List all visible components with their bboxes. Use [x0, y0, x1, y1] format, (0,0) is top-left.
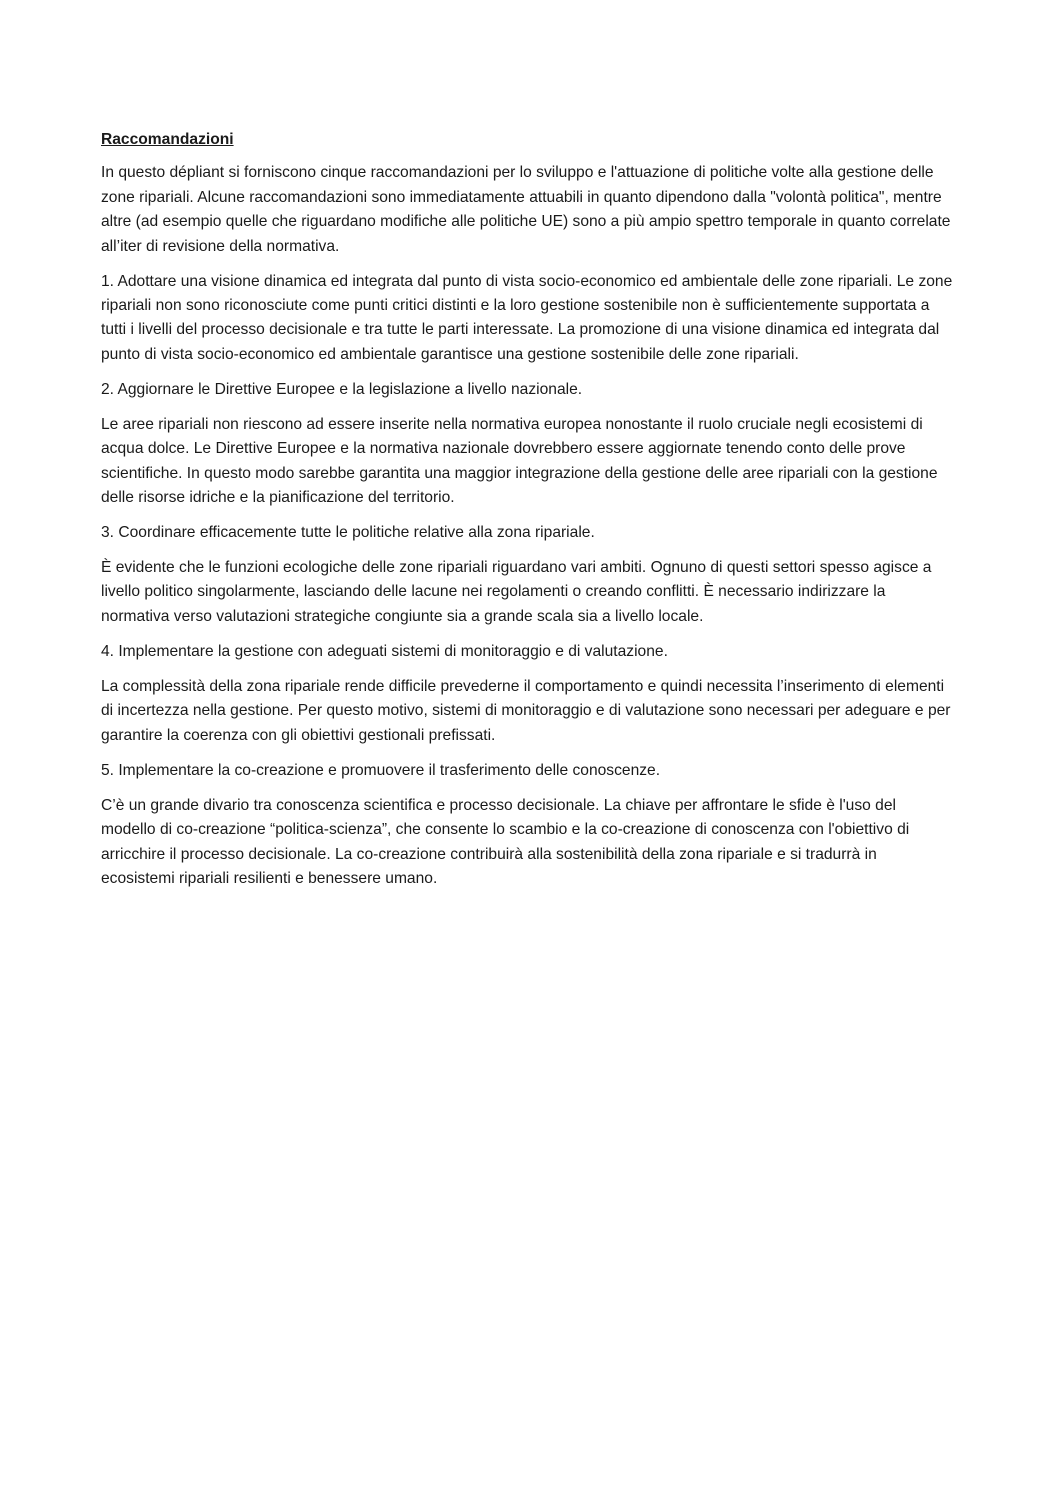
recommendation-1: 1. Adottare una visione dinamica ed integrata dal punto di vista socio-economico ed ambientale delle zone ripariali. Le zone ripariali non sono riconosciute come punti critici distinti e la loro gestione sostenibile non è sufficientemente supportata a tutti i livelli del processo decisionale e tra tutte le parti interessate. La promozione di una visione dinamica ed integrata dal punto di vista socio-economico ed ambientale garantisce una gestione sostenibile delle zone ripariali. [101, 272, 953, 363]
recommendation-3-body: È evidente che le funzioni ecologiche delle zone ripariali riguardano vari ambiti. Ognuno di questi settori spesso agisce a livello politico singolarmente, lasciando delle lacune nei regolamenti o creando conflitti. È necessario indirizzare la normativa verso valutazioni strategiche congiunte sia a grande scala sia a livello locale. [101, 559, 932, 625]
document-body [101, 128, 953, 902]
recommendation-4-body: La complessità della zona ripariale rende difficile prevederne il comportamento e quindi necessita l’inserimento di elementi di incertezza nella gestione. Per questo motivo, sistemi di monitoraggio e di valutazione sono necessari per adeguare e per garantire la coerenza con gli obiettivi gestionali prefissati. [101, 677, 951, 744]
document-title: Raccomandazioni [101, 131, 234, 148]
recommendation-3-heading: 3. Coordinare efficacemente tutte le politiche relative alla zona ripariale. [101, 524, 595, 542]
recommendation-2-body: Le aree ripariali non riescono ad essere inserite nella normativa europea nonostante il ruolo cruciale negli ecosistemi di acqua dolce. Le Direttive Europee e la normativa nazionale dovrebbero essere aggiornate tenendo conto delle prove scientifiche. In questo modo sarebbe garantita una maggior integrazione della gestione delle aree ripariali con la gestione delle risorse idriche e la pianificazione del territorio. [101, 415, 938, 507]
recommendation-4-heading: 4. Implementare la gestione con adeguati sistemi di monitoraggio e di valutazione. [101, 642, 668, 660]
recommendation-2-heading: 2. Aggiornare le Direttive Europee e la legislazione a livello nazionale. [101, 380, 583, 398]
recommendation-5-heading: 5. Implementare la co-creazione e promuovere il trasferimento delle conoscenze. [101, 761, 661, 779]
intro-paragraph: In questo dépliant si forniscono cinque raccomandazioni per lo sviluppo e l'attuazione di politiche volte alla gestione delle zone ripariali. Alcune raccomandazioni sono immediatamente attuabili in quanto dipendono dalla "volontà politica", mentre altre (ad esempio quelle che riguardano modifiche alle politiche UE) sono a più ampio spettro temporale in quanto correlate all’iter di revisione della normativa. [101, 164, 951, 255]
recommendation-5-body: C’è un grande divario tra conoscenza scientifica e processo decisionale. La chiave per affrontare le sfide è l'uso del modello di co-creazione “politica-scienza”, che consente lo scambio e la co-creazione di conoscenza con l'obiettivo di arricchire il processo decisionale. La co-creazione contribuirà alla sostenibilità della zona ripariale e si tradurrà in ecosistemi ripariali resilienti e benessere umano. [101, 796, 910, 887]
